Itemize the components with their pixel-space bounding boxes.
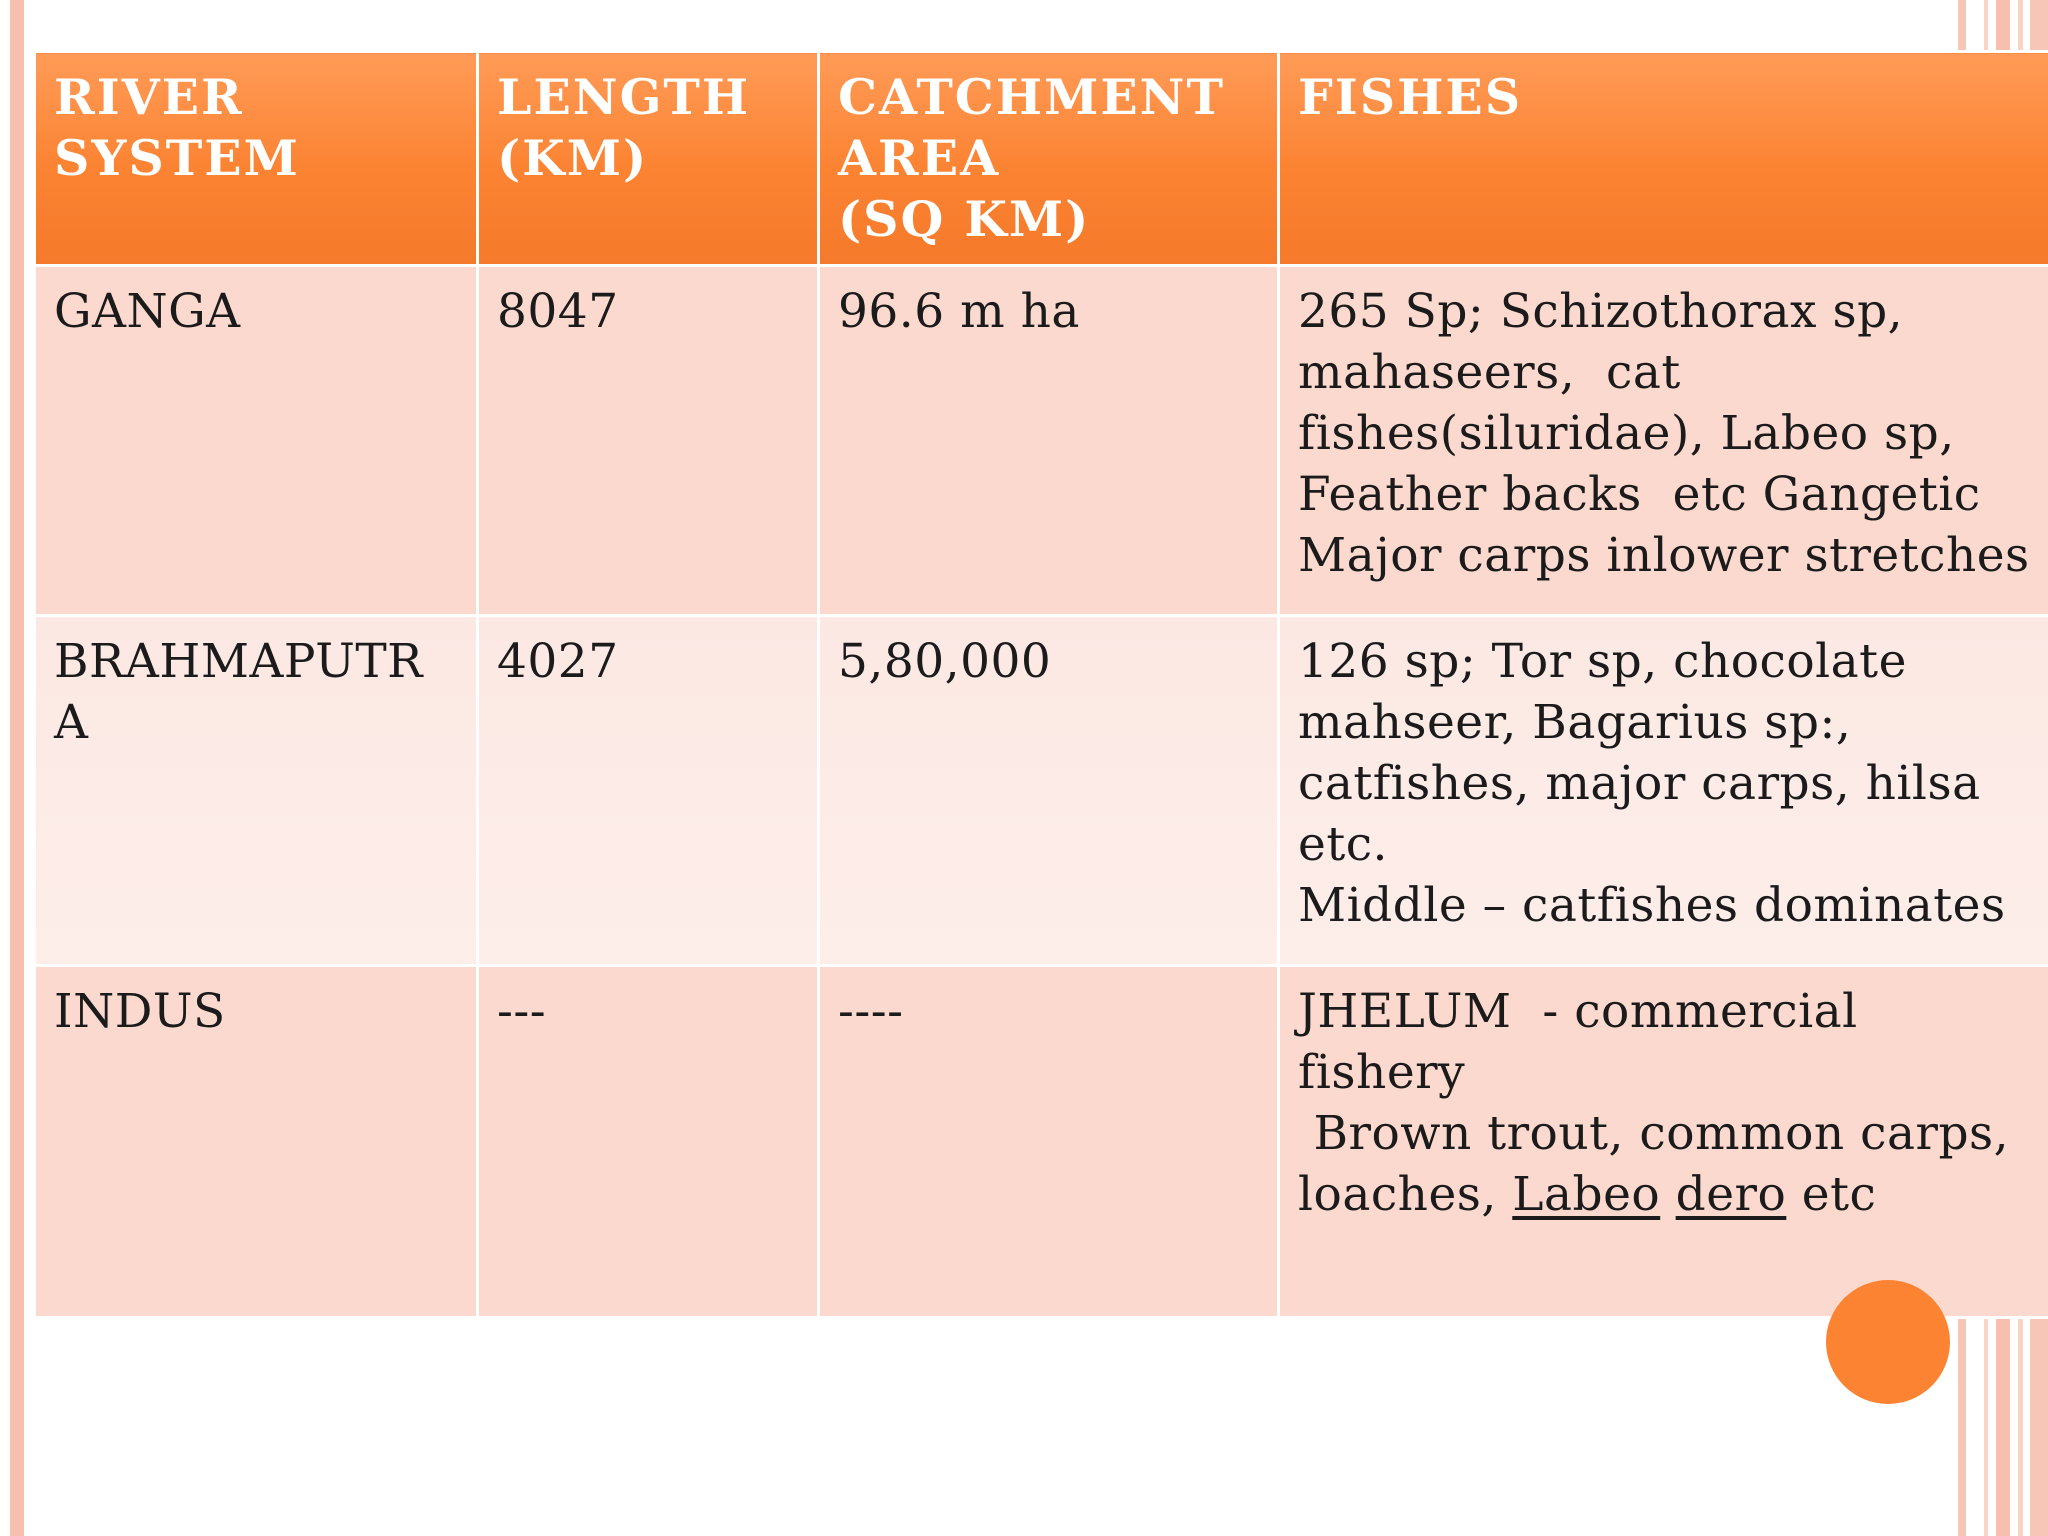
left-border-strip: [10, 0, 24, 1536]
header-fishes: FISHES: [1279, 52, 2048, 266]
cell-catchment: 5,80,000: [819, 616, 1279, 966]
table-header-row: [35, 52, 2048, 266]
cell-length: 8047: [478, 266, 819, 616]
table-row: [35, 266, 2048, 616]
table-row: [35, 966, 2048, 1318]
header-river-system: RIVER SYSTEM: [35, 52, 478, 266]
cell-river: GANGA: [35, 266, 478, 616]
cell-catchment: ----: [819, 966, 1279, 1318]
header-catchment-area: CATCHMENT AREA (SQ KM): [819, 52, 1279, 266]
cell-fishes: 126 sp; Tor sp, chocolate mahseer, Bagarius sp:, catfishes, major carps, hilsa etc. Middle – catfishes dominates: [1279, 616, 2048, 966]
cell-length: 4027: [478, 616, 819, 966]
labeo-underlined: Labeo: [1512, 1167, 1661, 1222]
decorative-circle: [1826, 1280, 1950, 1404]
cell-river: BRAHMAPUTR A: [35, 616, 478, 966]
river-systems-table: [33, 50, 2048, 1319]
cell-length: ---: [478, 966, 819, 1318]
cell-catchment: 96.6 m ha: [819, 266, 1279, 616]
header-length: LENGTH (KM): [478, 52, 819, 266]
cell-river: INDUS: [35, 966, 478, 1318]
fishes-last-line: loaches, Labeo dero etc: [1298, 1167, 1877, 1222]
table-row: [35, 616, 2048, 966]
dero-underlined: dero: [1675, 1167, 1787, 1222]
cell-fishes: JHELUM - commercial fishery Brown trout, common carps, loaches, Labeo dero etc: [1279, 966, 2048, 1318]
cell-fishes: 265 Sp; Schizothorax sp, mahaseers, cat fishes(siluridae), Labeo sp, Feather backs etc Gangetic Major carps inlower stretches: [1279, 266, 2048, 616]
